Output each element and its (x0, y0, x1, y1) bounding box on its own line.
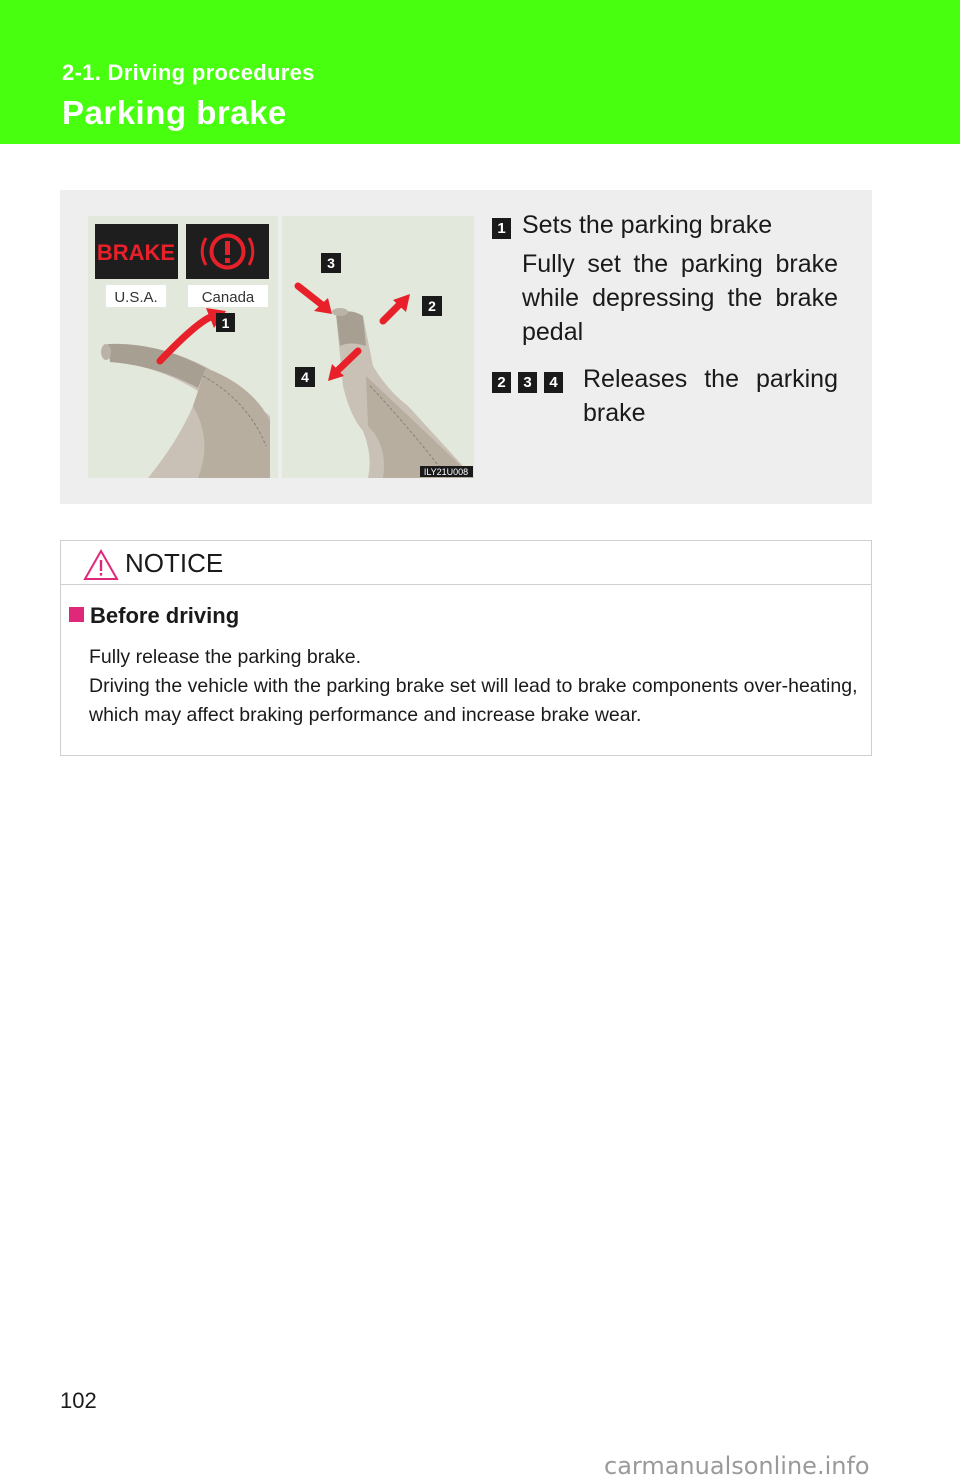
callout-4-text: 4 (301, 369, 309, 385)
step-1-description: Fully set the parking brake while depressing the brake pedal (522, 250, 838, 346)
notice-line-2: Driving the vehicle with the parking brake set will lead to brake components over-heating, which may affect braking performance and increase brake wear. (89, 675, 858, 726)
callout-2-text: 2 (428, 298, 436, 314)
notice-subheading-text: Before driving (90, 603, 240, 628)
section-label: 2-1. Driving procedures (62, 60, 315, 85)
notice-label: NOTICE (125, 548, 224, 578)
header-bar (0, 0, 960, 144)
canada-label: Canada (201, 289, 255, 306)
warning-icon (83, 549, 119, 581)
notice-line-1: Fully release the parking brake. (89, 646, 362, 668)
step-1-badge: 1 (492, 218, 511, 239)
notice-header (61, 541, 871, 585)
usa-label: U.S.A. (114, 289, 158, 306)
page-title: Parking brake (62, 94, 287, 131)
notice-body (89, 643, 863, 730)
square-bullet-icon (69, 607, 84, 622)
watermark: carmanualsonline.info (604, 1452, 870, 1480)
step-2-badges (492, 372, 570, 393)
step-2-description-cont: brake (583, 399, 646, 427)
notice-box (60, 540, 872, 756)
callout-1-text: 1 (221, 315, 230, 331)
usa-indicator-text: BRAKE (96, 240, 176, 265)
step-1-title: Sets the parking brake (522, 211, 773, 239)
parking-brake-illustration (88, 216, 474, 478)
step-4-badge: 4 (544, 372, 563, 393)
callout-3-text: 3 (327, 255, 335, 271)
notice-subheading (69, 603, 239, 629)
page-number: 102 (60, 1388, 97, 1413)
image-code: ILY21U008 (423, 467, 469, 477)
step-2-badge: 2 (492, 372, 511, 393)
step-2-description: Releases the parking (583, 365, 838, 393)
step-3-badge: 3 (518, 372, 537, 393)
